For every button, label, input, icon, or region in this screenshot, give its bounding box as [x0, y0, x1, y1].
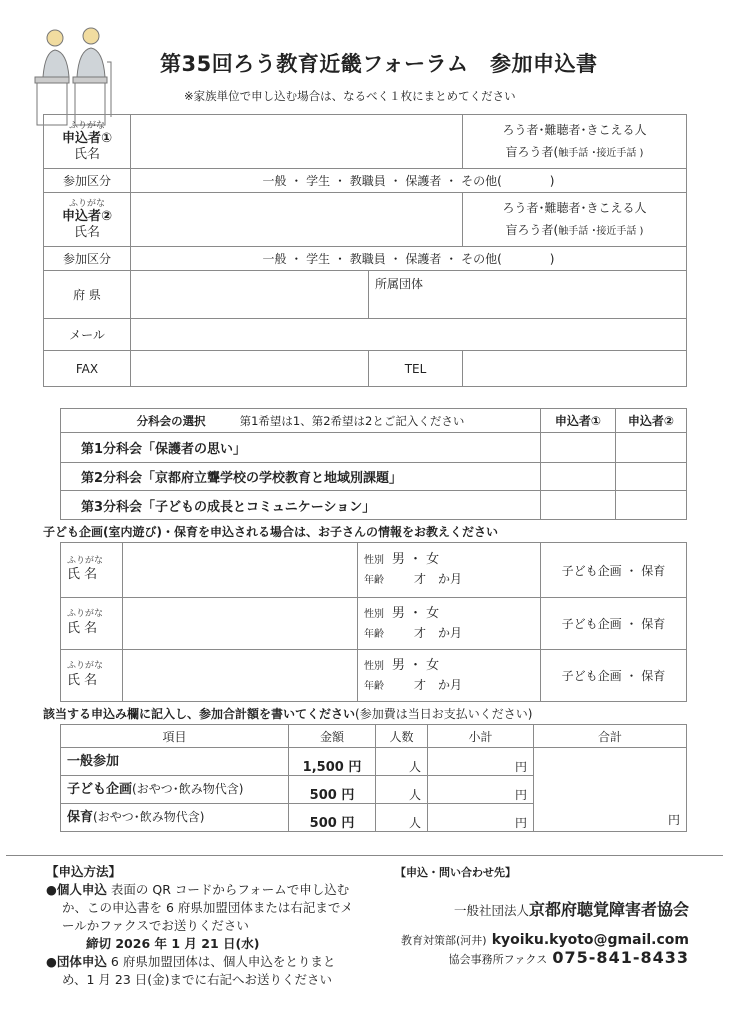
session-choice-1[interactable]	[541, 433, 616, 463]
fax-number: 075-841-8433	[552, 948, 689, 967]
contact-title: 【申込・問い合わせ先】	[395, 866, 516, 879]
session-name: 第2分科会「京都府立聾学校の学校教育と地域別課題」	[61, 463, 541, 491]
fee-item: 一般参加	[67, 754, 120, 769]
subtotal-field[interactable]: 円	[428, 804, 534, 832]
group-text: め、1 月 23 日(金)までに右記へお送りください	[62, 972, 333, 987]
age-field[interactable]: 才 か月	[414, 625, 463, 640]
prefecture-field[interactable]	[131, 271, 369, 319]
sex-options[interactable]: 男 ・ 女	[391, 552, 440, 567]
applicant-2-row	[44, 193, 687, 247]
prefecture-label: 府 県	[44, 271, 131, 319]
child-row	[61, 543, 687, 598]
age-field[interactable]: 才 か月	[414, 572, 463, 586]
fee-caption-note: (参加費は当日お支払いください)	[355, 707, 533, 721]
deadline: 締切 2026 年 1 月 21 日(水)	[86, 936, 260, 951]
name-label: 氏名	[73, 146, 100, 162]
child-name-field[interactable]	[123, 543, 358, 598]
fax-label: FAX	[44, 351, 131, 387]
age-field[interactable]: 才 か月	[414, 677, 463, 692]
fee-item-note: (おやつ･飲み物代含)	[132, 782, 244, 796]
fee-item: 保育	[67, 810, 94, 825]
applicant-1-name-field[interactable]	[131, 115, 463, 169]
hearing-options[interactable]: ろう者･難聴者･きこえる人	[502, 122, 647, 137]
individual-text: 表面の QR コードからフォームで申し込む	[110, 882, 350, 897]
applicant-table	[43, 114, 687, 387]
deafblind-sub-options[interactable]: 触手話 ･接近手話 )	[558, 147, 644, 159]
family-note: ※家族単位で申し込む場合は、なるべく１枚にまとめてください	[184, 89, 516, 103]
children-caption: 子ども企画(室内遊び)・保育を申込される場合は、お子さんの情報をお教えください	[43, 525, 498, 539]
session-row	[61, 433, 687, 463]
category-label: 参加区分	[44, 169, 131, 193]
header-amount: 金額	[289, 725, 376, 748]
deafblind-option[interactable]: 盲ろう者(	[505, 144, 559, 159]
fee-item-note: (おやつ･飲み物代含)	[93, 810, 205, 824]
people-field[interactable]: 人	[376, 776, 428, 804]
fax-line	[449, 948, 689, 967]
header-total: 合計	[534, 725, 687, 748]
sex-label: 性別	[364, 660, 384, 672]
fee-item: 子ども企画	[67, 782, 133, 797]
subtotal-field[interactable]: 円	[428, 776, 534, 804]
fee-caption	[43, 705, 532, 722]
organization	[454, 897, 689, 920]
child-row	[61, 598, 687, 650]
sex-label: 性別	[364, 608, 384, 620]
email-label: 教育対策部(河井)	[401, 934, 487, 947]
session-choice-1[interactable]	[541, 463, 616, 491]
divider	[6, 855, 723, 856]
applicant-label: 申込者①	[61, 131, 112, 147]
individual-label: ●個人申込	[46, 882, 107, 897]
fee-caption-text: 該当する申込み欄に記入し、参加合計額を書いてください	[43, 707, 356, 721]
session-row	[61, 463, 687, 491]
fee-table	[60, 724, 687, 832]
header-subtotal: 小計	[428, 725, 534, 748]
name-label: 氏 名	[67, 567, 98, 583]
group-field[interactable]	[369, 271, 687, 319]
fax-label: 協会事務所ファクス	[448, 953, 548, 966]
sex-options[interactable]: 男 ・ 女	[391, 605, 440, 621]
org-name: 京都府聴覚障害者協会	[528, 900, 689, 919]
session-row	[61, 491, 687, 520]
people-field[interactable]: 人	[376, 804, 428, 832]
sex-label: 性別	[364, 555, 384, 566]
deafblind-sub-options[interactable]: 触手話 ･接近手話 )	[558, 225, 644, 237]
header-people: 人数	[376, 725, 428, 748]
child-row	[61, 650, 687, 702]
fee-amount: 1,500 円	[289, 748, 376, 776]
tel-label: TEL	[369, 351, 463, 387]
people-field[interactable]: 人	[376, 748, 428, 776]
applicant-1-row	[44, 115, 687, 169]
col-applicant-2: 申込者②	[616, 409, 687, 433]
individual-text: ールかファクスでお送りください	[62, 918, 249, 933]
name-label: 氏 名	[67, 672, 98, 688]
total-field[interactable]: 円	[534, 748, 687, 832]
session-name: 第1分科会「保護者の思い」	[61, 433, 541, 463]
category-options[interactable]: 一般 ・ 学生 ・ 教職員 ・ 保護者 ・ その他( )	[131, 169, 687, 193]
program-options[interactable]: 子ども企画 ・ 保育	[541, 598, 687, 650]
group-label: 所属団体	[375, 277, 424, 291]
header-item: 項目	[61, 725, 289, 748]
furigana-label: ふりがな	[67, 555, 104, 566]
children-table	[60, 542, 687, 702]
email-link[interactable]: kyoiku.kyoto@gmail.com	[491, 932, 689, 948]
child-name-field[interactable]	[123, 650, 358, 702]
session-choice-1[interactable]	[541, 491, 616, 520]
age-label: 年齢	[364, 628, 384, 640]
illustration	[33, 22, 113, 128]
tel-field[interactable]	[463, 351, 687, 387]
applicant-label: 申込者②	[61, 209, 112, 225]
age-label: 年齢	[364, 575, 384, 586]
org-prefix: 一般社団法人	[453, 903, 529, 918]
fee-amount: 500 円	[289, 804, 376, 832]
col-applicant-1: 申込者①	[541, 409, 616, 433]
furigana-label: ふりがな	[67, 609, 104, 620]
session-choice-2[interactable]	[616, 463, 687, 491]
email-line	[401, 929, 689, 948]
session-table	[60, 408, 687, 520]
category-label: 参加区分	[44, 247, 131, 271]
subtotal-field[interactable]: 円	[428, 748, 534, 776]
applicant-2-name-field[interactable]	[131, 193, 463, 247]
session-choice-2[interactable]	[616, 491, 687, 520]
application-method	[46, 863, 386, 989]
furigana-label: ふりがな	[67, 661, 104, 672]
mail-label: メール	[44, 319, 131, 351]
name-label: 氏名	[73, 224, 100, 240]
hearing-options[interactable]: ろう者･難聴者･きこえる人	[502, 200, 647, 215]
mail-field[interactable]	[131, 319, 687, 351]
age-label: 年齢	[364, 680, 384, 692]
group-text: 6 府県加盟団体は、個人申込をとりまと	[110, 954, 336, 969]
child-name-field[interactable]	[123, 598, 358, 650]
method-title: 【申込方法】	[46, 864, 122, 879]
session-choice-2[interactable]	[616, 433, 687, 463]
individual-text: か、この申込書を 6 府県加盟団体または右記までメ	[62, 900, 353, 915]
furigana-label: ふりがな	[68, 198, 105, 209]
fax-field[interactable]	[131, 351, 369, 387]
session-name: 第3分科会「子どもの成長とコミュニケーション」	[61, 491, 541, 520]
furigana-label: ふりがな	[68, 120, 105, 131]
program-options[interactable]: 子ども企画 ・ 保育	[541, 650, 687, 702]
session-instruction: 第1希望は1、第2希望は2とご記入ください	[239, 413, 465, 428]
deafblind-option[interactable]: 盲ろう者(	[505, 222, 559, 237]
fee-amount: 500 円	[289, 776, 376, 804]
page-title: 第35回ろう教育近畿フォーラム 参加申込書	[160, 52, 598, 76]
sex-options[interactable]: 男 ・ 女	[391, 657, 440, 673]
fee-row	[61, 748, 687, 776]
program-options[interactable]: 子ども企画 ・ 保育	[541, 543, 687, 598]
session-header: 分科会の選択	[136, 413, 206, 428]
category-options[interactable]: 一般 ・ 学生 ・ 教職員 ・ 保護者 ・ その他( )	[131, 247, 687, 271]
group-label: ●団体申込	[46, 954, 107, 969]
name-label: 氏 名	[67, 620, 98, 636]
